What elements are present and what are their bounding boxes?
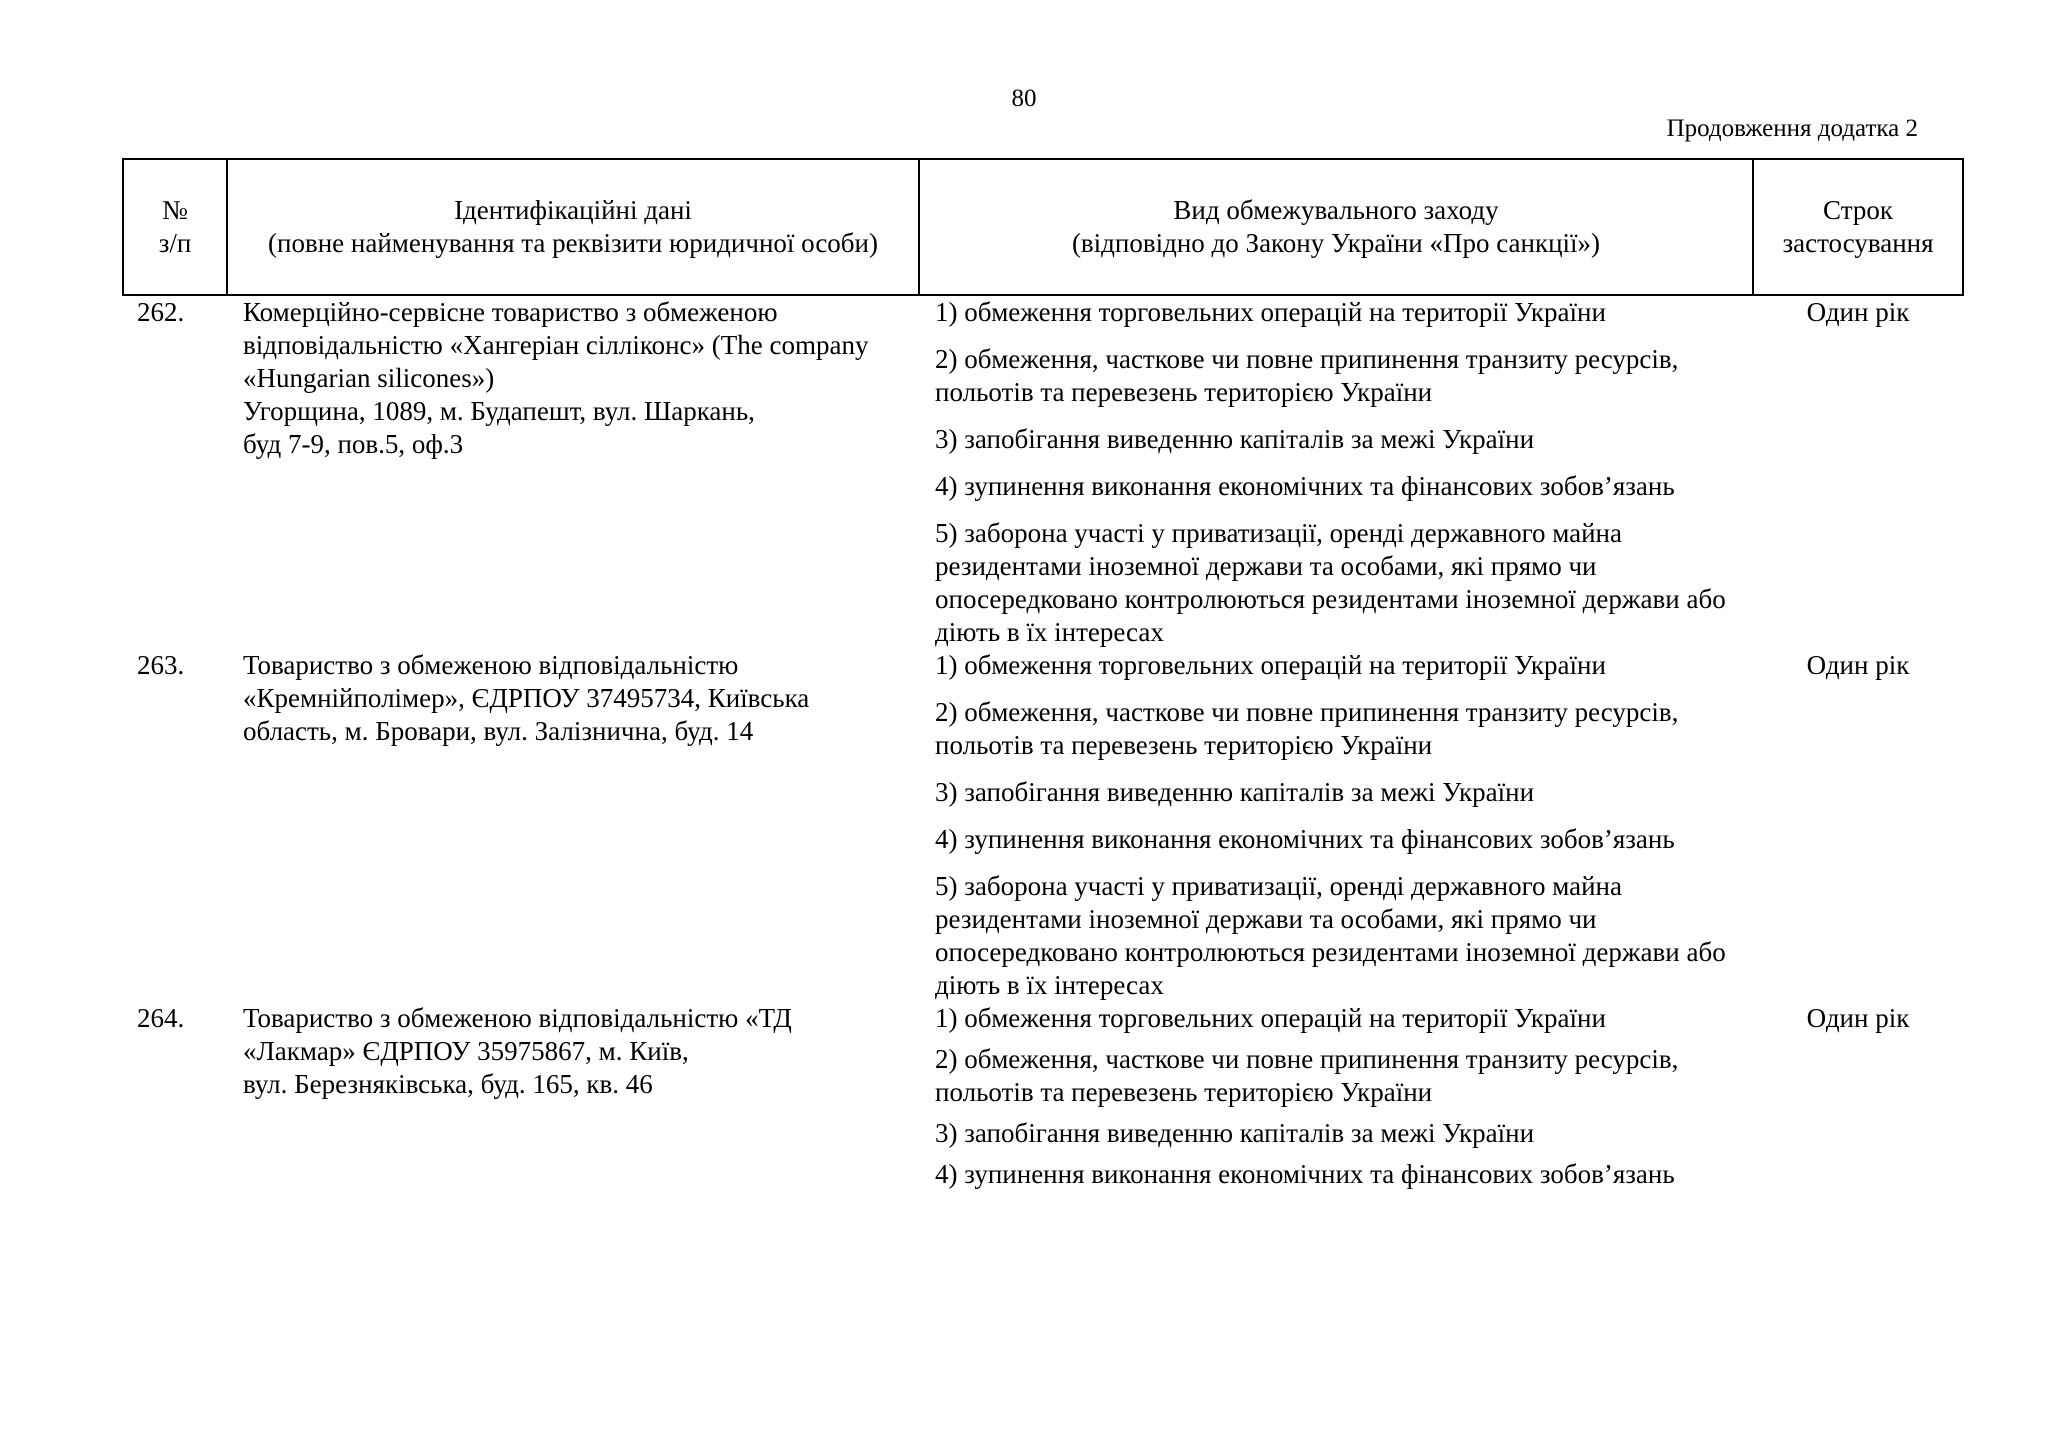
- measure-item: 3) запобігання виведенню капіталів за межі України: [935, 777, 1535, 807]
- entity-identification: [227, 1002, 919, 1199]
- row-number: 262.: [137, 297, 185, 327]
- header-identification: [227, 159, 919, 295]
- table-row: [123, 1002, 1963, 1199]
- restrictive-measures: [919, 649, 1753, 1002]
- entity-line: Угорщина, 1089, м. Будапешт, вул. Шаркань,: [243, 396, 755, 426]
- row-number: 263.: [137, 650, 185, 680]
- header-number: [123, 159, 227, 295]
- page-number: 80: [1011, 85, 1037, 112]
- appendix-continuation-label: Продовження додатка 2: [1666, 115, 1918, 142]
- entity-line: вул. Березняківська, буд. 165, кв. 46: [243, 1069, 653, 1099]
- entity-line: відповідальністю «Хангеріан сілліконс» (The company: [243, 330, 869, 360]
- measure-item: 4) зупинення виконання економічних та фінансових зобов’язань: [935, 471, 1675, 501]
- header-measure: [919, 159, 1753, 295]
- measure-item: 2) обмеження, часткове чи повне припинення транзиту ресурсів, польотів та перевезень територією України: [935, 1044, 1679, 1107]
- header-term-line-2: застосування: [1782, 228, 1934, 258]
- measure-item: 1) обмеження торговельних операцій на території України: [935, 1003, 1606, 1033]
- application-term: Один рік: [1806, 1003, 1910, 1033]
- measure-item: 3) запобігання виведенню капіталів за межі України: [935, 1118, 1535, 1148]
- entity-line: Товариство з обмеженою відповідальністю: [243, 650, 739, 680]
- header-measure-line-2: (відповідно до Закону України «Про санкції»): [1071, 228, 1601, 258]
- measure-item: 2) обмеження, часткове чи повне припинення транзиту ресурсів, польотів та перевезень територією України: [935, 344, 1679, 407]
- header-measure-line-1: Вид обмежувального заходу: [1173, 195, 1499, 225]
- entity-line: Комерційно-сервісне товариство з обмеженою: [243, 297, 778, 327]
- entity-line: Товариство з обмеженою відповідальністю «ТД: [243, 1003, 792, 1033]
- sanctions-table: [122, 158, 1964, 1199]
- entity-line: «Кремнійполімер», ЄДРПОУ 37495734, Київська: [243, 683, 810, 713]
- table-row: [123, 649, 1963, 1002]
- application-term: Один рік: [1806, 297, 1910, 327]
- header-number-line-1: №: [162, 195, 188, 225]
- measure-item: 5) заборона участі у приватизації, оренді державного майна резидентами іноземної держави та особами, які прямо чи опосередковано контролюються резидентами іноземної держави або діють в їх інтересах: [935, 518, 1726, 647]
- row-number: 264.: [137, 1003, 185, 1033]
- entity-line: «Лакмар» ЄДРПОУ 35975867, м. Київ,: [243, 1036, 689, 1066]
- measure-item: 1) обмеження торговельних операцій на території України: [935, 297, 1606, 327]
- measure-item: 4) зупинення виконання економічних та фінансових зобов’язань: [935, 1159, 1675, 1189]
- entity-line: область, м. Бровари, вул. Залізнична, буд. 14: [243, 716, 754, 746]
- header-term-line-1: Строк: [1823, 195, 1893, 225]
- measure-item: 3) запобігання виведенню капіталів за межі України: [935, 424, 1535, 454]
- header-term: [1753, 159, 1963, 295]
- header-number-line-2: з/п: [158, 228, 192, 258]
- restrictive-measures: [919, 295, 1753, 649]
- measure-item: 1) обмеження торговельних операцій на території України: [935, 650, 1606, 680]
- measure-item: 2) обмеження, часткове чи повне припинення транзиту ресурсів, польотів та перевезень територією України: [935, 697, 1679, 760]
- entity-line: буд 7-9, пов.5, оф.3: [243, 429, 464, 459]
- entity-line: «Hungarian silicones»): [243, 363, 495, 393]
- entity-identification: [227, 295, 919, 649]
- header-identification-line-1: Ідентифікаційні дані: [454, 195, 692, 225]
- header-identification-line-2: (повне найменування та реквізити юридичної особи): [268, 228, 878, 258]
- restrictive-measures: [919, 1002, 1753, 1199]
- measure-item: 4) зупинення виконання економічних та фінансових зобов’язань: [935, 824, 1675, 854]
- table-row: [123, 295, 1963, 649]
- table-header-row: [123, 159, 1963, 295]
- entity-identification: [227, 649, 919, 1002]
- measure-item: 5) заборона участі у приватизації, оренді державного майна резидентами іноземної держави та особами, які прямо чи опосередковано контролюються резидентами іноземної держави або діють в їх інтересах: [935, 871, 1726, 1000]
- application-term: Один рік: [1806, 650, 1910, 680]
